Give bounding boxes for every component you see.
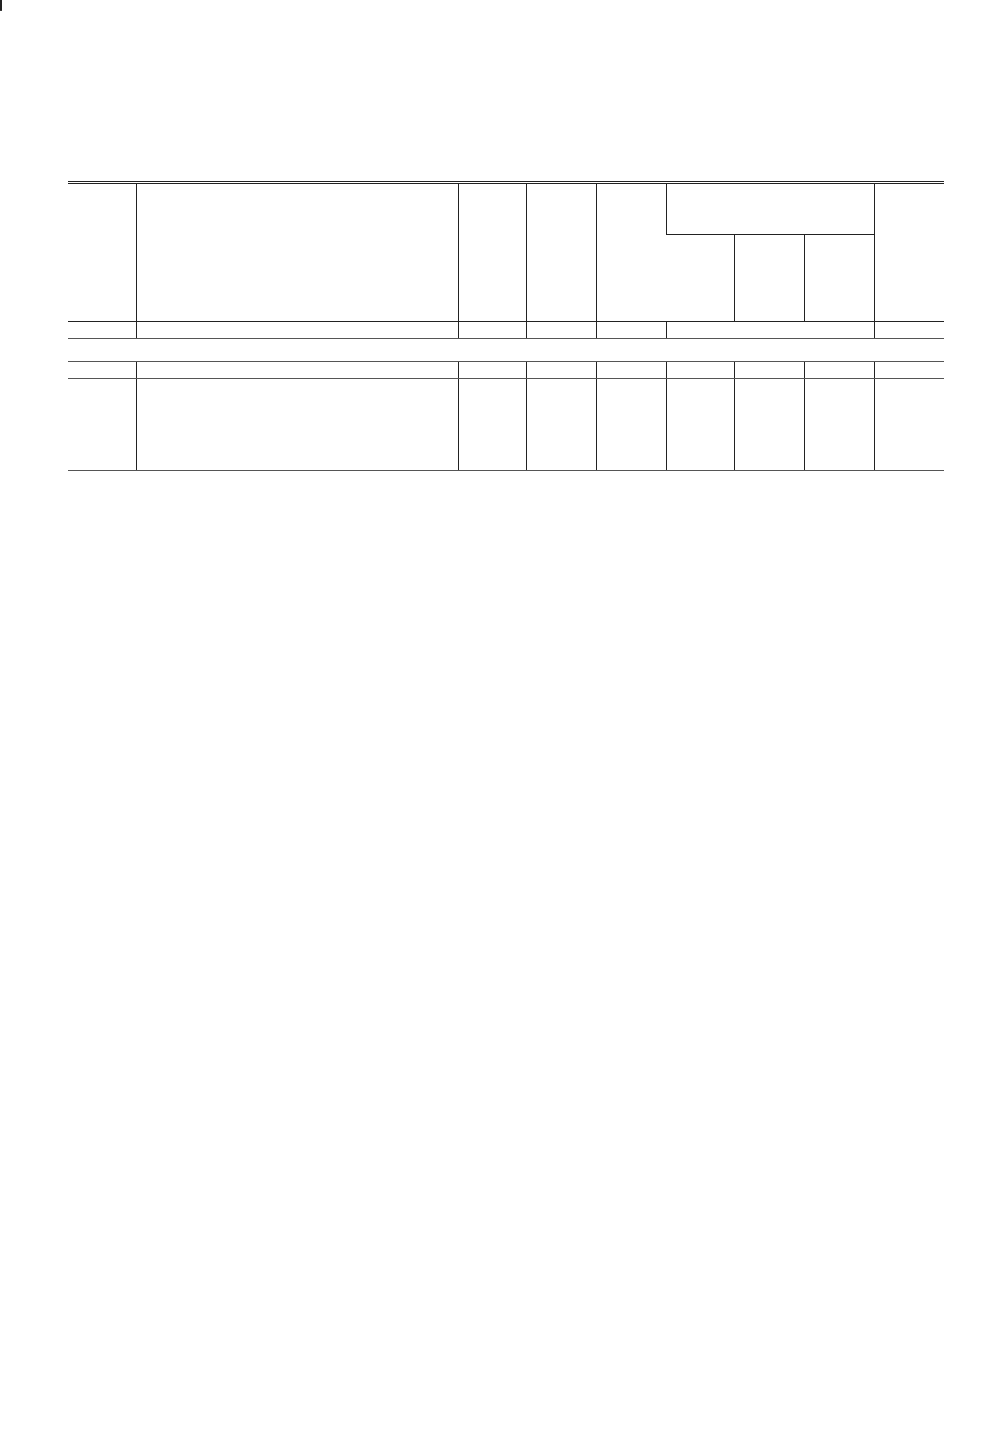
complaints-table bbox=[68, 181, 944, 471]
subject-text bbox=[136, 362, 458, 379]
col-paragraph bbox=[68, 183, 136, 322]
digitization-credit bbox=[953, 1410, 962, 1423]
sum-remaining bbox=[874, 379, 944, 471]
table-row-bau bbox=[68, 362, 944, 379]
considered-value bbox=[666, 362, 734, 379]
sum-brace bbox=[0, 0, 2, 11]
received-value bbox=[526, 322, 596, 339]
col-pending-prior bbox=[458, 183, 526, 322]
col-transferred bbox=[804, 235, 874, 322]
subject-text bbox=[136, 322, 458, 339]
col-remaining bbox=[874, 183, 944, 322]
transferred-value bbox=[804, 362, 874, 379]
total-value bbox=[596, 322, 666, 339]
sum-label bbox=[136, 379, 458, 471]
col-subject bbox=[136, 183, 458, 322]
footnote bbox=[68, 339, 944, 362]
footnote-row bbox=[68, 339, 944, 362]
col-rejected bbox=[734, 235, 804, 322]
received-value bbox=[526, 362, 596, 379]
sum-total bbox=[596, 379, 666, 471]
pending-value bbox=[458, 362, 526, 379]
disposed-merged bbox=[666, 322, 874, 339]
total-value bbox=[596, 362, 666, 379]
rejected-value bbox=[734, 362, 804, 379]
col-disposal-group bbox=[666, 183, 874, 235]
sum-received bbox=[526, 379, 596, 471]
col-received bbox=[526, 183, 596, 322]
sum-considered bbox=[666, 379, 734, 471]
sum-rejected bbox=[734, 379, 804, 471]
sum-row bbox=[68, 379, 944, 471]
col-considered bbox=[666, 235, 734, 322]
paragraph-ref bbox=[68, 322, 136, 339]
pending-value bbox=[458, 322, 526, 339]
sum-transferred bbox=[804, 379, 874, 471]
sum-empty bbox=[68, 379, 136, 471]
table-body bbox=[68, 322, 944, 471]
col-total bbox=[596, 183, 666, 322]
sum-pending bbox=[458, 379, 526, 471]
remaining-value bbox=[874, 362, 944, 379]
paragraph-ref bbox=[68, 362, 136, 379]
table-row-57-68 bbox=[68, 322, 944, 339]
remaining-value bbox=[874, 322, 944, 339]
